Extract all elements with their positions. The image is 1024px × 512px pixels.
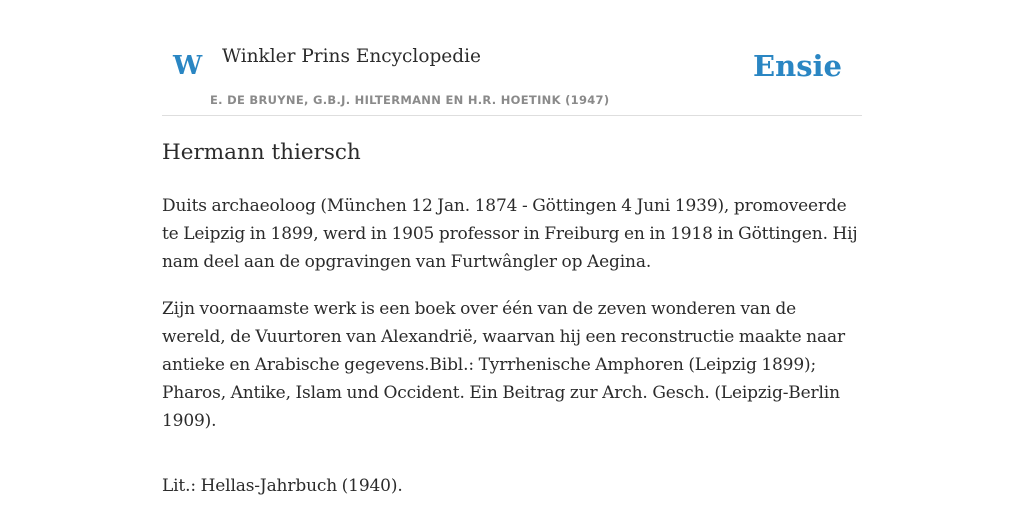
page-title: Hermann thiersch [162, 140, 361, 165]
ensie-logo-link[interactable]: Ensie [753, 49, 842, 83]
literature-reference: Lit.: Hellas-Jahrbuch (1940). [162, 476, 403, 496]
page [162, 0, 862, 496]
article-body [162, 192, 862, 512]
header [162, 0, 862, 116]
source-title[interactable]: Winkler Prins Encyclopedie [222, 46, 481, 67]
source-authors: E. DE BRUYNE, G.B.J. HILTERMANN EN H.R. HOETINK (1947) [210, 93, 610, 107]
winkler-prins-logo[interactable]: W [173, 51, 203, 81]
article-paragraph: Zijn voornaamste werk is een boek over één van de zeven wonderen van de wereld, de Vuurtoren van Alexandrië, waarvan hij een reconstructie maakte naar antieke en Arabische gegevens.Bibl.: Tyrrhenische Amphoren (Leipzig 1899); Pharos, Antike, Islam und Occident. Ein Beitrag zur Arch. Gesch. (Leipzig-Berlin 1909). [162, 299, 845, 431]
article-paragraph: Duits archaeoloog (München 12 Jan. 1874 - Göttingen 4 Juni 1939), promoveerde te Leipzig in 1899, werd in 1905 professor in Freiburg en in 1918 in Göttingen. Hij nam deel aan de opgravingen van Furtwângler op Aegina. [162, 196, 858, 272]
